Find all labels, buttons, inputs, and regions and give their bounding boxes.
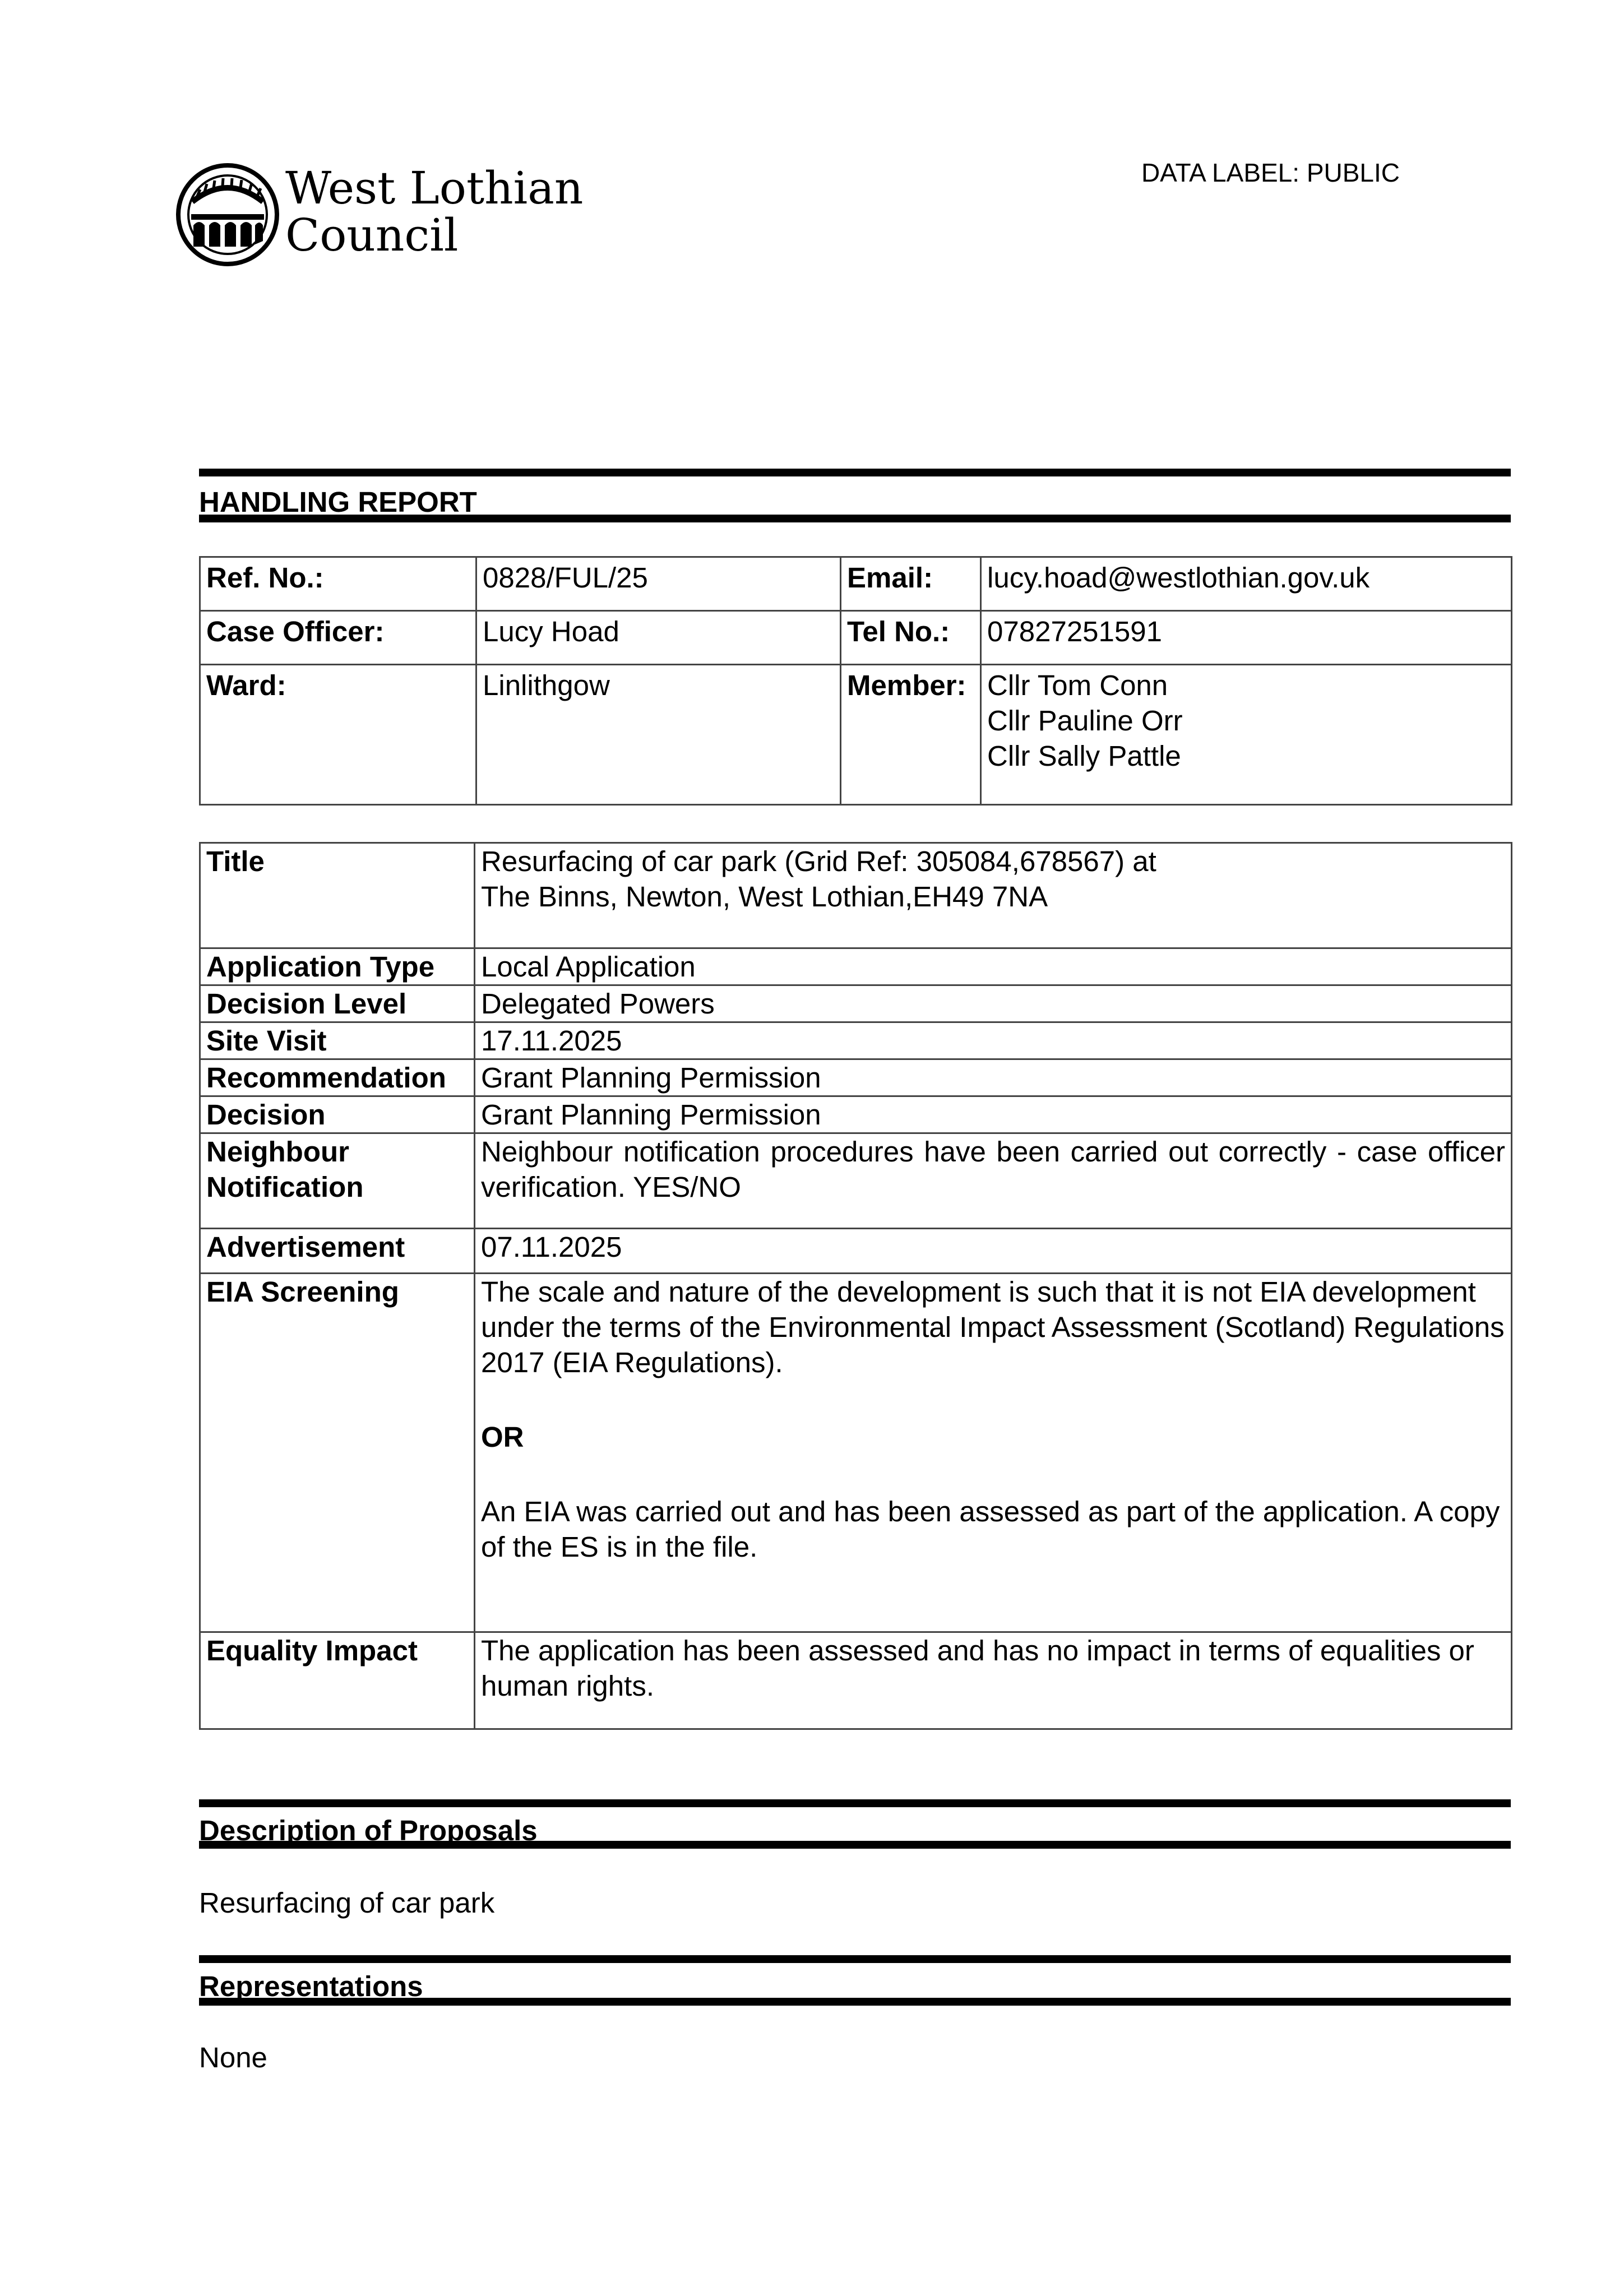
case-officer-label: Case Officer: — [200, 611, 476, 665]
site-visit-value: 17.11.2025 — [475, 1022, 1512, 1059]
table-row — [200, 843, 1512, 948]
member-label: Member: — [841, 665, 981, 805]
table-row — [200, 557, 1512, 611]
handling-report-heading — [199, 469, 1511, 522]
logo-line-1: West Lothian — [285, 162, 584, 214]
equality-impact-value: The application has been assessed and has no impact in terms of equalities or human rights. — [475, 1632, 1512, 1729]
recommendation-label: Recommendation — [200, 1059, 475, 1096]
decision-label: Decision — [200, 1096, 475, 1133]
table-row — [200, 985, 1512, 1022]
contact-table — [199, 556, 1512, 806]
tel-label: Tel No.: — [841, 611, 981, 665]
equality-impact-label: Equality Impact — [200, 1632, 475, 1729]
table-row — [200, 1632, 1512, 1729]
decision-value: Grant Planning Permission — [475, 1096, 1512, 1133]
email-value: lucy.hoad@westlothian.gov.uk — [981, 557, 1512, 611]
table-row — [200, 1274, 1512, 1632]
ref-value: 0828/FUL/25 — [476, 557, 841, 611]
neighbour-notification-label — [200, 1133, 475, 1229]
logo-wordmark — [285, 162, 584, 261]
table-row — [200, 1096, 1512, 1133]
description-heading — [199, 1799, 1511, 1849]
decision-level-label: Decision Level — [200, 985, 475, 1022]
section-title: Description of Proposals — [199, 1814, 538, 1846]
label-line: Notification — [206, 1171, 364, 1203]
council-logo — [175, 162, 584, 269]
title-label: Title — [200, 843, 475, 948]
description-text: Resurfacing of car park — [199, 1887, 495, 1919]
table-row — [200, 611, 1512, 665]
eia-or: OR — [481, 1421, 524, 1453]
table-row — [200, 1229, 1512, 1274]
label-line: Neighbour — [206, 1136, 349, 1168]
table-row — [200, 1022, 1512, 1059]
case-officer-value: Lucy Hoad — [476, 611, 841, 665]
viaduct-emblem-icon — [175, 163, 280, 267]
decision-level-value: Delegated Powers — [475, 985, 1512, 1022]
section-title: Representations — [199, 1970, 423, 2002]
table-row — [200, 948, 1512, 985]
title-line: Resurfacing of car park (Grid Ref: 305084,678567) at — [481, 845, 1156, 877]
email-label: Email: — [841, 557, 981, 611]
eia-paragraph: An EIA was carried out and has been assessed as part of the application. A copy of the ES is in the file. — [481, 1496, 1500, 1563]
advertisement-value: 07.11.2025 — [475, 1229, 1512, 1274]
eia-screening-label: EIA Screening — [200, 1274, 475, 1632]
application-type-value: Local Application — [475, 948, 1512, 985]
page-title: HANDLING REPORT — [199, 486, 477, 518]
member-name: Cllr Tom Conn — [987, 669, 1168, 701]
table-row — [200, 665, 1512, 805]
table-row — [200, 1133, 1512, 1229]
title-value — [475, 843, 1512, 948]
eia-paragraph: The scale and nature of the development is such that it is not EIA development under the terms of the Environmental Impact Assessment (Scotland) Regulations 2017 (EIA Regulations). — [481, 1276, 1505, 1378]
member-name: Cllr Sally Pattle — [987, 740, 1181, 772]
member-list — [981, 665, 1512, 805]
site-visit-label: Site Visit — [200, 1022, 475, 1059]
member-name: Cllr Pauline Orr — [987, 705, 1183, 737]
ward-value: Linlithgow — [476, 665, 841, 805]
neighbour-notification-value: Neighbour notification procedures have been carried out correctly - case officer verification. YES/NO — [475, 1133, 1512, 1229]
logo-line-2: Council — [285, 209, 459, 261]
representations-text: None — [199, 2042, 267, 2073]
ref-label: Ref. No.: — [200, 557, 476, 611]
tel-value: 07827251591 — [981, 611, 1512, 665]
advertisement-label: Advertisement — [200, 1229, 475, 1274]
ward-label: Ward: — [200, 665, 476, 805]
data-classification-label: DATA LABEL: PUBLIC — [1141, 158, 1400, 187]
eia-screening-value — [475, 1274, 1512, 1632]
application-type-label: Application Type — [200, 948, 475, 985]
representations-heading — [199, 1955, 1511, 2006]
title-line: The Binns, Newton, West Lothian,EH49 7NA — [481, 881, 1048, 913]
table-row — [200, 1059, 1512, 1096]
application-details-table — [199, 842, 1512, 1730]
recommendation-value: Grant Planning Permission — [475, 1059, 1512, 1096]
